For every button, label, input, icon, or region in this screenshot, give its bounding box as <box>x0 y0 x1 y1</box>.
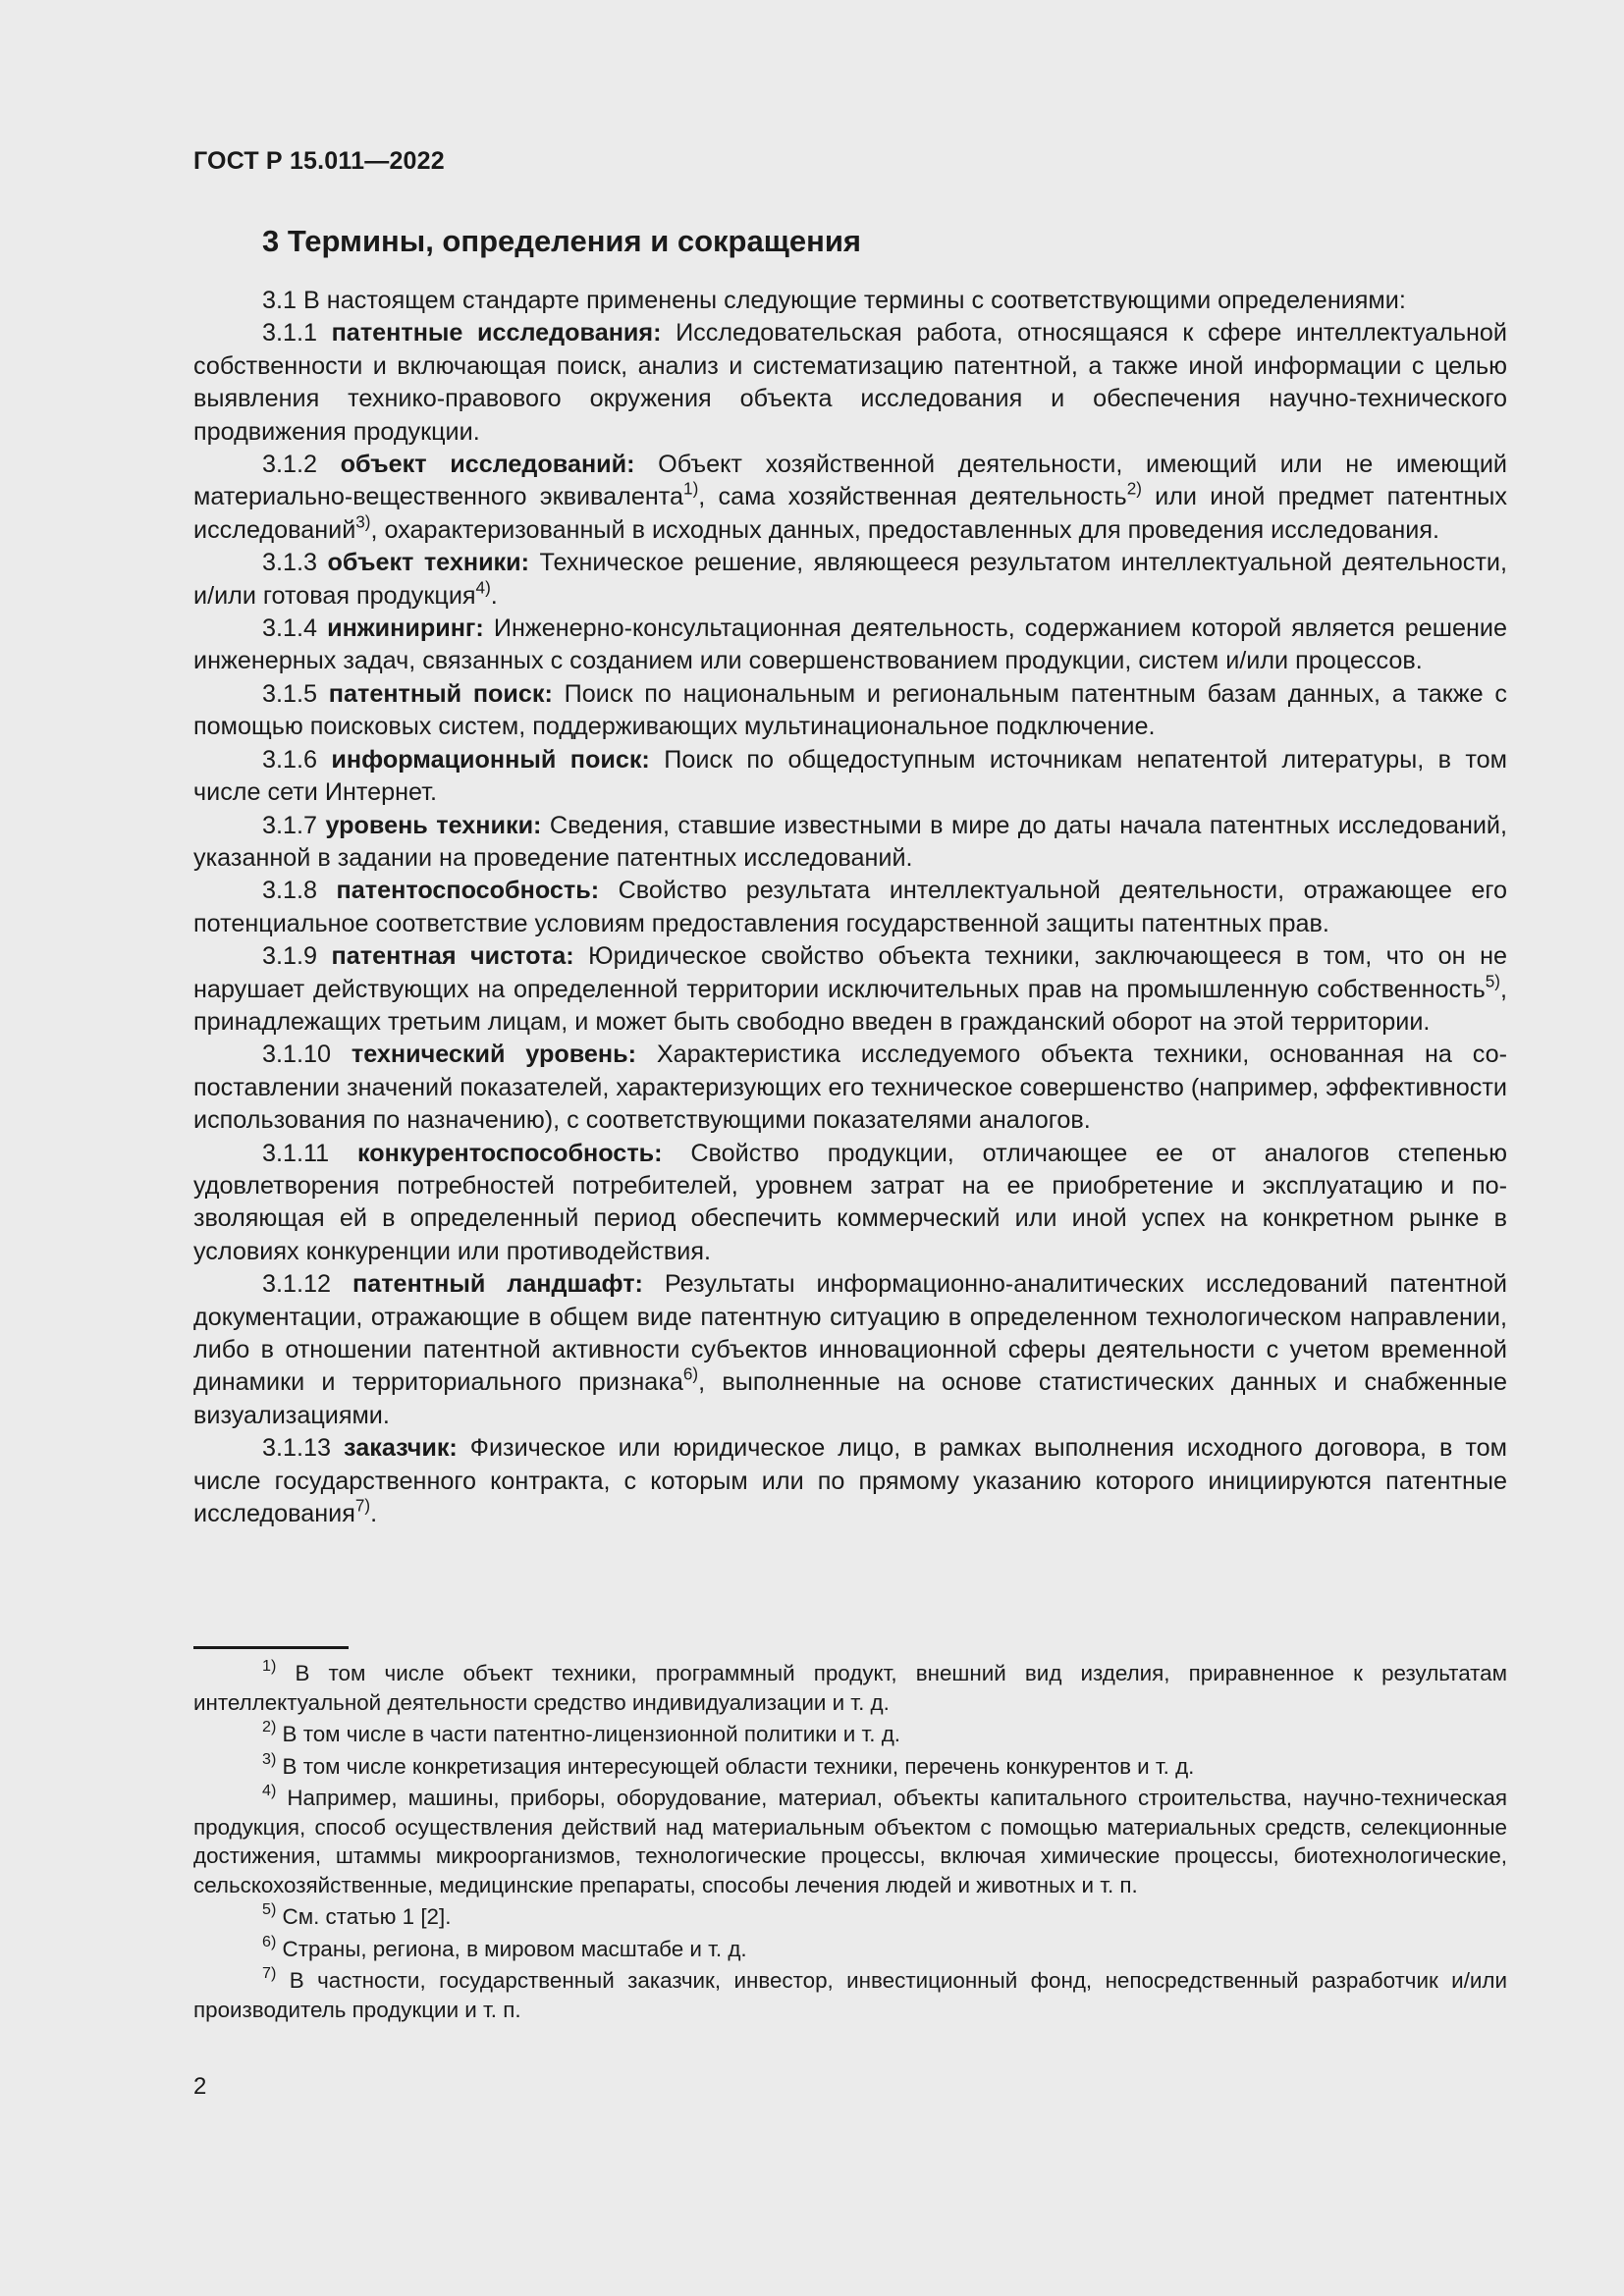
footnote-ref: 2) <box>1126 478 1142 499</box>
term-name: патентная чистота: <box>331 942 574 971</box>
section-title: 3 Термины, определения и сокращения <box>262 224 861 258</box>
term-definition: Свойство результата интеллектуальной деятельности, отражающее его потенциальное соответствие условиям предоставления государственной защиты патентных прав. <box>193 877 1507 937</box>
footnote-mark: 7) <box>262 1964 277 1983</box>
term-definition: Юридическое свойство объекта техники, заключающееся в том, что он не нарушает действующих на определенной территории исключительных прав на промышленную собственность <box>193 942 1507 1003</box>
footnote-mark: 3) <box>262 1749 277 1768</box>
term-name: уровень техники: <box>325 811 542 839</box>
term-paragraph <box>193 875 1507 940</box>
term-paragraph <box>193 1268 1507 1432</box>
footnote <box>193 1720 1507 1749</box>
term-name: заказчик: <box>344 1434 458 1463</box>
term-number: 3.1.4 <box>262 614 328 643</box>
term-number: 3.1.9 <box>262 942 332 971</box>
standard-header: ГОСТ Р 15.011—2022 <box>193 147 445 175</box>
footnote-ref: 7) <box>354 1495 371 1516</box>
term-definition: Свойство продукции, отличающее ее от аналогов степенью удовлетворения потребностей потребителей, уровнем затрат на ее приобретение и эксплуатацию и позволяющая ей в определенный период обеспечить коммерческий или иной успех на конкретном рынке в условиях конкуренции или противодействия. <box>193 1139 1507 1265</box>
term-definition: Объект хозяйственной деятельности, имеющий или не имеющий материально-вещественного эквивалента <box>193 451 1507 511</box>
footnote-ref: 6) <box>682 1363 699 1384</box>
footnote-mark: 2) <box>262 1718 277 1736</box>
page-number: 2 <box>193 2073 207 2100</box>
term-definition: , принадлежащих третьим лицам, и может быть свободно введен в гражданский оборот на этой территории. <box>193 975 1507 1036</box>
term-definition: Характеристика исследуемого объекта техники, основанная на сопоставлении значений показателей, характеризующих его техническое совершенство (например, эффективности использования по назначению), с соответствующими показателями аналогов. <box>193 1041 1507 1135</box>
term-number: 3.1.2 <box>262 451 341 479</box>
term-name: объект техники: <box>327 549 530 577</box>
term-definition: , сама хозяйственная деятельность <box>698 483 1127 511</box>
footnote-separator <box>193 1646 349 1649</box>
term-definition: Поиск по национальным и региональным патентным базам данных, а также с помощью поисковых систем, поддерживающих мультинациональное подключение. <box>193 679 1507 741</box>
footnote-text: В том числе в части патентно-лицензионной политики и т. д. <box>276 1722 900 1746</box>
term-paragraph <box>193 613 1507 678</box>
footnote-ref: 3) <box>355 511 371 532</box>
term-name: патентоспособность: <box>336 877 600 905</box>
term-paragraph <box>193 1138 1507 1269</box>
term-definition: , выполненные на основе статистических данных и снабженные визуализациями. <box>193 1368 1507 1429</box>
footnote-mark: 4) <box>262 1782 277 1800</box>
footnote <box>193 1784 1507 1899</box>
term-definition: . <box>490 581 498 610</box>
footnote-text: Например, машины, приборы, оборудование, материал, объекты капитального строительства, научно-техническая продукция, способ осуществления действий над материальным объектом с помощью материальных средств, селекционные достижения, штаммы микроорганизмов, технологические процессы, включая химические процессы, биотехнологические, сельскохозяйственные, медицинские препараты, способы лечения людей и животных и т. п. <box>193 1786 1507 1897</box>
intro-paragraph: 3.1 В настоящем стандарте применены следующие термины с соответствующими определениями: <box>262 287 1406 314</box>
term-number: 3.1.5 <box>262 679 329 708</box>
footnote-ref: 5) <box>1485 970 1500 990</box>
term-name: инжиниринг: <box>327 614 484 643</box>
term-paragraph <box>193 810 1507 876</box>
footnote <box>193 1902 1507 1932</box>
term-number: 3.1.13 <box>262 1434 345 1463</box>
term-paragraph <box>193 547 1507 613</box>
term-definition: Физическое или юридическое лицо, в рамках выполнения исходного договора, в том числе государственного контракта, с которым или по прямому указанию которого инициируются патентные исследования <box>193 1434 1507 1528</box>
term-number: 3.1.12 <box>262 1270 352 1299</box>
footnote-text: В том числе конкретизация интересующей области техники, перечень конкурентов и т. д. <box>276 1753 1195 1779</box>
footnote <box>193 1749 1507 1782</box>
term-definition: Сведения, ставшие известными в мире до даты начала патентных исследований, указанной в задании на проведение патентных исследований. <box>193 811 1508 872</box>
term-number: 3.1.7 <box>262 811 326 839</box>
footnote-text: См. статью 1 [2]. <box>276 1904 452 1929</box>
footnote-text: В частности, государственный заказчик, инвестор, инвестиционный фонд, непосредственный разработчик и/или производитель продукции и т. п. <box>193 1968 1507 2022</box>
term-number: 3.1.6 <box>262 745 332 774</box>
footnote-mark: 5) <box>262 1900 277 1919</box>
term-definition: Результаты информационно-аналитических исследований патентной документации, отражающие в общем виде патентную ситуацию в определенном технологическом направлении, либо в отношении патентной активности субъектов инновационной сферы деятельности с учетом временной динамики и территориального признака <box>193 1270 1507 1397</box>
term-definition: . <box>370 1500 378 1528</box>
term-number: 3.1.11 <box>262 1139 357 1167</box>
term-definition: Инженерно-консультационная деятельность, содержанием которой является решение инженерных задач, связанных с созданием или совершенствованием продукции, систем и/или процессов. <box>193 614 1507 675</box>
term-number: 3.1.3 <box>262 549 328 577</box>
term-name: патентные исследования: <box>331 319 662 347</box>
footnote-text: В том числе объект техники, программный продукт, внешний вид изделия, приравненное к результатам интеллектуальной деятельности средство индивидуализации и т. д. <box>193 1661 1507 1715</box>
definitions-body <box>193 285 1507 1530</box>
term-paragraph <box>193 1432 1507 1530</box>
footnote <box>193 1932 1507 1964</box>
footnote-ref: 4) <box>475 577 491 598</box>
term-name: объект исследований: <box>340 451 635 479</box>
term-name: патентный ландшафт: <box>352 1270 643 1299</box>
term-name: информационный поиск: <box>331 745 650 774</box>
term-definition: Техническое решение, являющееся результатом интеллектуальной деятельности, и/или готовая продукция <box>193 549 1507 610</box>
term-number: 3.1.1 <box>262 319 332 347</box>
footnote-ref: 1) <box>683 478 699 499</box>
term-paragraph <box>193 317 1507 449</box>
footnote <box>193 1966 1507 2024</box>
term-number: 3.1.8 <box>262 877 337 905</box>
term-paragraph <box>193 940 1507 1039</box>
term-definition: , охарактеризованный в исходных данных, предоставленных для проведения исследования. <box>370 515 1439 544</box>
terms-list <box>193 317 1507 1530</box>
term-definition: или иной предмет патентных исследований <box>193 483 1507 544</box>
footnote-text: Страны, региона, в мировом масштабе и т. д. <box>276 1936 747 1961</box>
term-name: конкурентоспособность: <box>357 1139 663 1167</box>
term-name: патентный поиск: <box>328 679 553 708</box>
term-paragraph <box>193 449 1507 547</box>
term-definition: Поиск по общедоступным источникам непатентой литературы, в том числе сети Интернет. <box>193 745 1507 807</box>
footnotes <box>193 1659 1507 2027</box>
footnote-mark: 1) <box>262 1657 277 1676</box>
term-paragraph <box>193 1039 1507 1137</box>
footnote-mark: 6) <box>262 1932 277 1950</box>
term-number: 3.1.10 <box>262 1041 352 1069</box>
term-paragraph <box>193 678 1507 744</box>
footnote <box>193 1659 1507 1717</box>
term-paragraph <box>193 744 1507 810</box>
term-definition: Исследовательская работа, относящаяся к сфере интеллектуальной собственности и включающая поиск, анализ и систематизацию патентной, а также иной информации с целью выявления технико-правового окружения объекта исследования и обеспечения научно-технического продвижения продукции. <box>193 319 1507 446</box>
term-name: технический уровень: <box>351 1041 636 1069</box>
